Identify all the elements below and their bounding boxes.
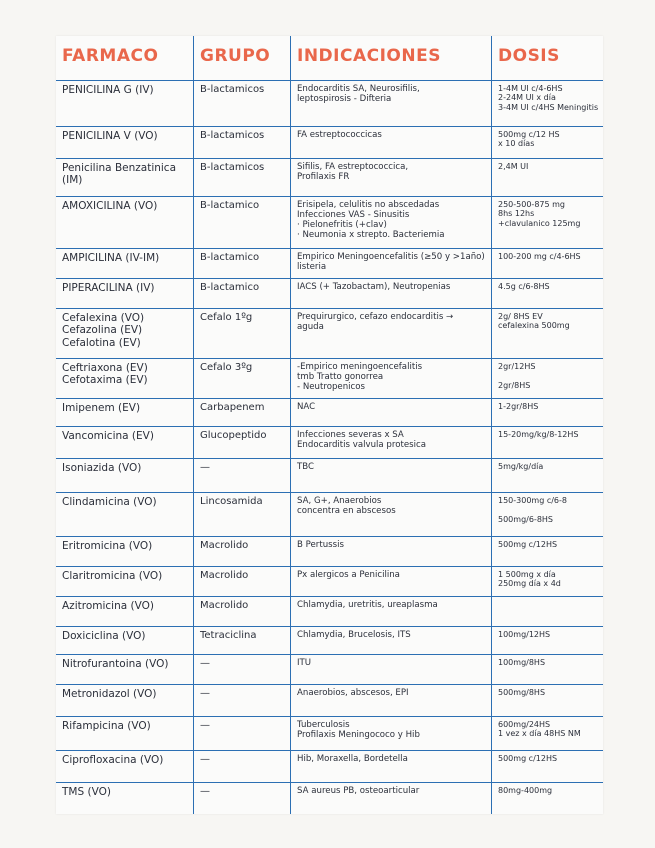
cell-farmaco: PENICILINA G (IV) (62, 84, 154, 96)
cell-grupo: B-lactamico (200, 252, 260, 263)
cell-dosis: 100mg/12HS (498, 630, 551, 639)
cell-farmaco: Metronidazol (VO) (62, 688, 157, 700)
cell-indicaciones: NAC (297, 402, 316, 412)
cell-grupo: Lincosamida (200, 496, 263, 507)
cell-indicaciones: ITU (297, 658, 312, 668)
cell-grupo: Macrolido (200, 570, 249, 581)
cell-indicaciones: SA aureus PB, osteoarticular (297, 786, 420, 796)
cell-grupo: Glucopeptido (200, 430, 267, 441)
cell-dosis: 4.5g c/6-8HS (498, 282, 550, 291)
table-row (56, 126, 603, 158)
table-row (56, 398, 603, 426)
column-divider (491, 36, 492, 814)
cell-farmaco: Eritromicina (VO) (62, 540, 153, 552)
cell-dosis: 15-20mg/kg/8-12HS (498, 430, 579, 439)
cell-grupo: B-lactamico (200, 282, 260, 293)
cell-farmaco: Clindamicina (VO) (62, 496, 157, 508)
cell-grupo: Tetraciclina (200, 630, 257, 641)
cell-indicaciones: Erisipela, celulitis no abscedadas Infecciones VAS - Sinusitis · Pielonefritis (+clav) · Neumonia x strepto. Bacteriemia (297, 200, 445, 241)
cell-farmaco: Cefalexina (VO) Cefazolina (EV) Cefalotina (EV) (62, 312, 145, 349)
cell-dosis: 250-500-875 mg 8hs 12hs +clavulanico 125mg (498, 200, 581, 228)
cell-farmaco: PIPERACILINA (IV) (62, 282, 155, 294)
cell-farmaco: Imipenem (EV) (62, 402, 141, 414)
table-row (56, 278, 603, 308)
cell-indicaciones: Px alergicos a Penicilina (297, 570, 400, 580)
cell-farmaco: Azitromicina (VO) (62, 600, 154, 612)
cell-dosis: 2,4M UI (498, 162, 529, 171)
cell-farmaco: AMOXICILINA (VO) (62, 200, 158, 212)
cell-grupo: — (200, 720, 210, 731)
cell-dosis: 150-300mg c/6-8 500mg/6-8HS (498, 496, 567, 524)
cell-farmaco: Ceftriaxona (EV) Cefotaxima (EV) (62, 362, 148, 387)
cell-dosis: 80mg-400mg (498, 786, 553, 795)
cell-indicaciones: Empirico Meningoencefalitis (≥50 y >1año) listeria (297, 252, 485, 273)
table-row (56, 536, 603, 566)
cell-dosis: 500mg c/12HS (498, 540, 558, 549)
cell-grupo: Carbapenem (200, 402, 265, 413)
cell-indicaciones: IACS (+ Tazobactam), Neutropenias (297, 282, 451, 292)
table-row (56, 458, 603, 492)
cell-indicaciones: Endocarditis SA, Neurosifilis, leptospirosis - Difteria (297, 84, 420, 105)
table-row (56, 308, 603, 358)
cell-farmaco: AMPICILINA (IV-IM) (62, 252, 160, 264)
cell-dosis: 100-200 mg c/4-6HS (498, 252, 581, 261)
cell-grupo: — (200, 462, 210, 473)
cell-farmaco: PENICILINA V (VO) (62, 130, 158, 142)
cell-grupo: B-lactamicos (200, 162, 265, 173)
header-dosis: DOSIS (498, 46, 560, 66)
cell-farmaco: Claritromicina (VO) (62, 570, 163, 582)
cell-indicaciones: TBC (297, 462, 314, 472)
cell-dosis: 5mg/kg/día (498, 462, 544, 471)
table-row (56, 626, 603, 654)
cell-farmaco: Penicilina Benzatinica (IM) (62, 162, 177, 187)
cell-dosis (492, 596, 603, 626)
cell-indicaciones: Prequirurgico, cefazo endocarditis → aguda (297, 312, 454, 333)
cell-indicaciones: FA estreptococcicas (297, 130, 382, 140)
cell-grupo: Cefalo 1ºg (200, 312, 253, 323)
cell-grupo: B-lactamicos (200, 84, 265, 95)
cell-grupo: B-lactamicos (200, 130, 265, 141)
table-row (56, 566, 603, 596)
table-row (56, 492, 603, 536)
cell-indicaciones: B Pertussis (297, 540, 344, 550)
cell-indicaciones: Anaerobios, abscesos, EPI (297, 688, 409, 698)
cell-dosis: 1-2gr/8HS (498, 402, 539, 411)
cell-grupo: — (200, 658, 210, 669)
column-divider (193, 36, 194, 814)
table-row (56, 80, 603, 126)
table-row (56, 196, 603, 248)
cell-farmaco: TMS (VO) (62, 786, 111, 798)
table-row (56, 158, 603, 196)
cell-indicaciones: Hib, Moraxella, Bordetella (297, 754, 408, 764)
cell-dosis: 600mg/24HS 1 vez x día 48HS NM (498, 720, 581, 739)
cell-farmaco: Isoniazida (VO) (62, 462, 142, 474)
cell-indicaciones: Chlamydia, Brucelosis, ITS (297, 630, 411, 640)
cell-indicaciones: SA, G+, Anaerobios concentra en abscesos (297, 496, 396, 517)
table-row (56, 426, 603, 458)
cell-indicaciones: -Empirico meningoencefalitis tmb Tratto gonorrea - Neutropenicos (297, 362, 423, 393)
cell-farmaco: Nitrofurantoina (VO) (62, 658, 169, 670)
cell-indicaciones: Sifilis, FA estreptococcica, Profilaxis FR (297, 162, 409, 183)
table-row (56, 716, 603, 750)
table-row (56, 654, 603, 684)
header-grupo: GRUPO (200, 46, 271, 66)
cell-farmaco: Doxiciclina (VO) (62, 630, 146, 642)
cell-farmaco: Vancomicina (EV) (62, 430, 154, 442)
cell-grupo: Macrolido (200, 540, 249, 551)
cell-farmaco: Rifampicina (VO) (62, 720, 151, 732)
cell-farmaco: Ciprofloxacina (VO) (62, 754, 164, 766)
table-row (56, 248, 603, 278)
cell-dosis: 1 500mg x día 250mg día x 4d (498, 570, 561, 589)
header-farmaco: FARMACO (62, 46, 159, 66)
cell-grupo: Cefalo 3ºg (200, 362, 253, 373)
cell-dosis: 500mg c/12HS (498, 754, 558, 763)
drug-table (56, 36, 603, 814)
cell-dosis: 500mg c/12 HS x 10 días (498, 130, 560, 149)
table-row (56, 750, 603, 782)
table-row (56, 684, 603, 716)
table-row (56, 782, 603, 814)
cell-dosis: 2gr/12HS 2gr/8HS (498, 362, 536, 390)
cell-indicaciones: Chlamydia, uretritis, ureaplasma (297, 600, 438, 610)
cell-indicaciones: Infecciones severas x SA Endocarditis valvula protesica (297, 430, 426, 451)
header-indicaciones: INDICACIONES (297, 46, 441, 66)
cell-dosis: 1-4M UI c/4-6HS 2-24M UI x día 3-4M UI c/4HS Meningitis (498, 84, 599, 112)
column-divider (290, 36, 291, 814)
table-row (56, 596, 603, 626)
cell-dosis: 500mg/8HS (498, 688, 546, 697)
table-row (56, 358, 603, 398)
cell-grupo: — (200, 688, 210, 699)
cell-grupo: B-lactamico (200, 200, 260, 211)
cell-dosis: 2g/ 8HS EV cefalexina 500mg (498, 312, 570, 331)
cell-grupo: — (200, 786, 210, 797)
cell-dosis: 100mg/8HS (498, 658, 546, 667)
cell-indicaciones: Tuberculosis Profilaxis Meningococo y Hib (297, 720, 420, 741)
cell-grupo: Macrolido (200, 600, 249, 611)
cell-grupo: — (200, 754, 210, 765)
